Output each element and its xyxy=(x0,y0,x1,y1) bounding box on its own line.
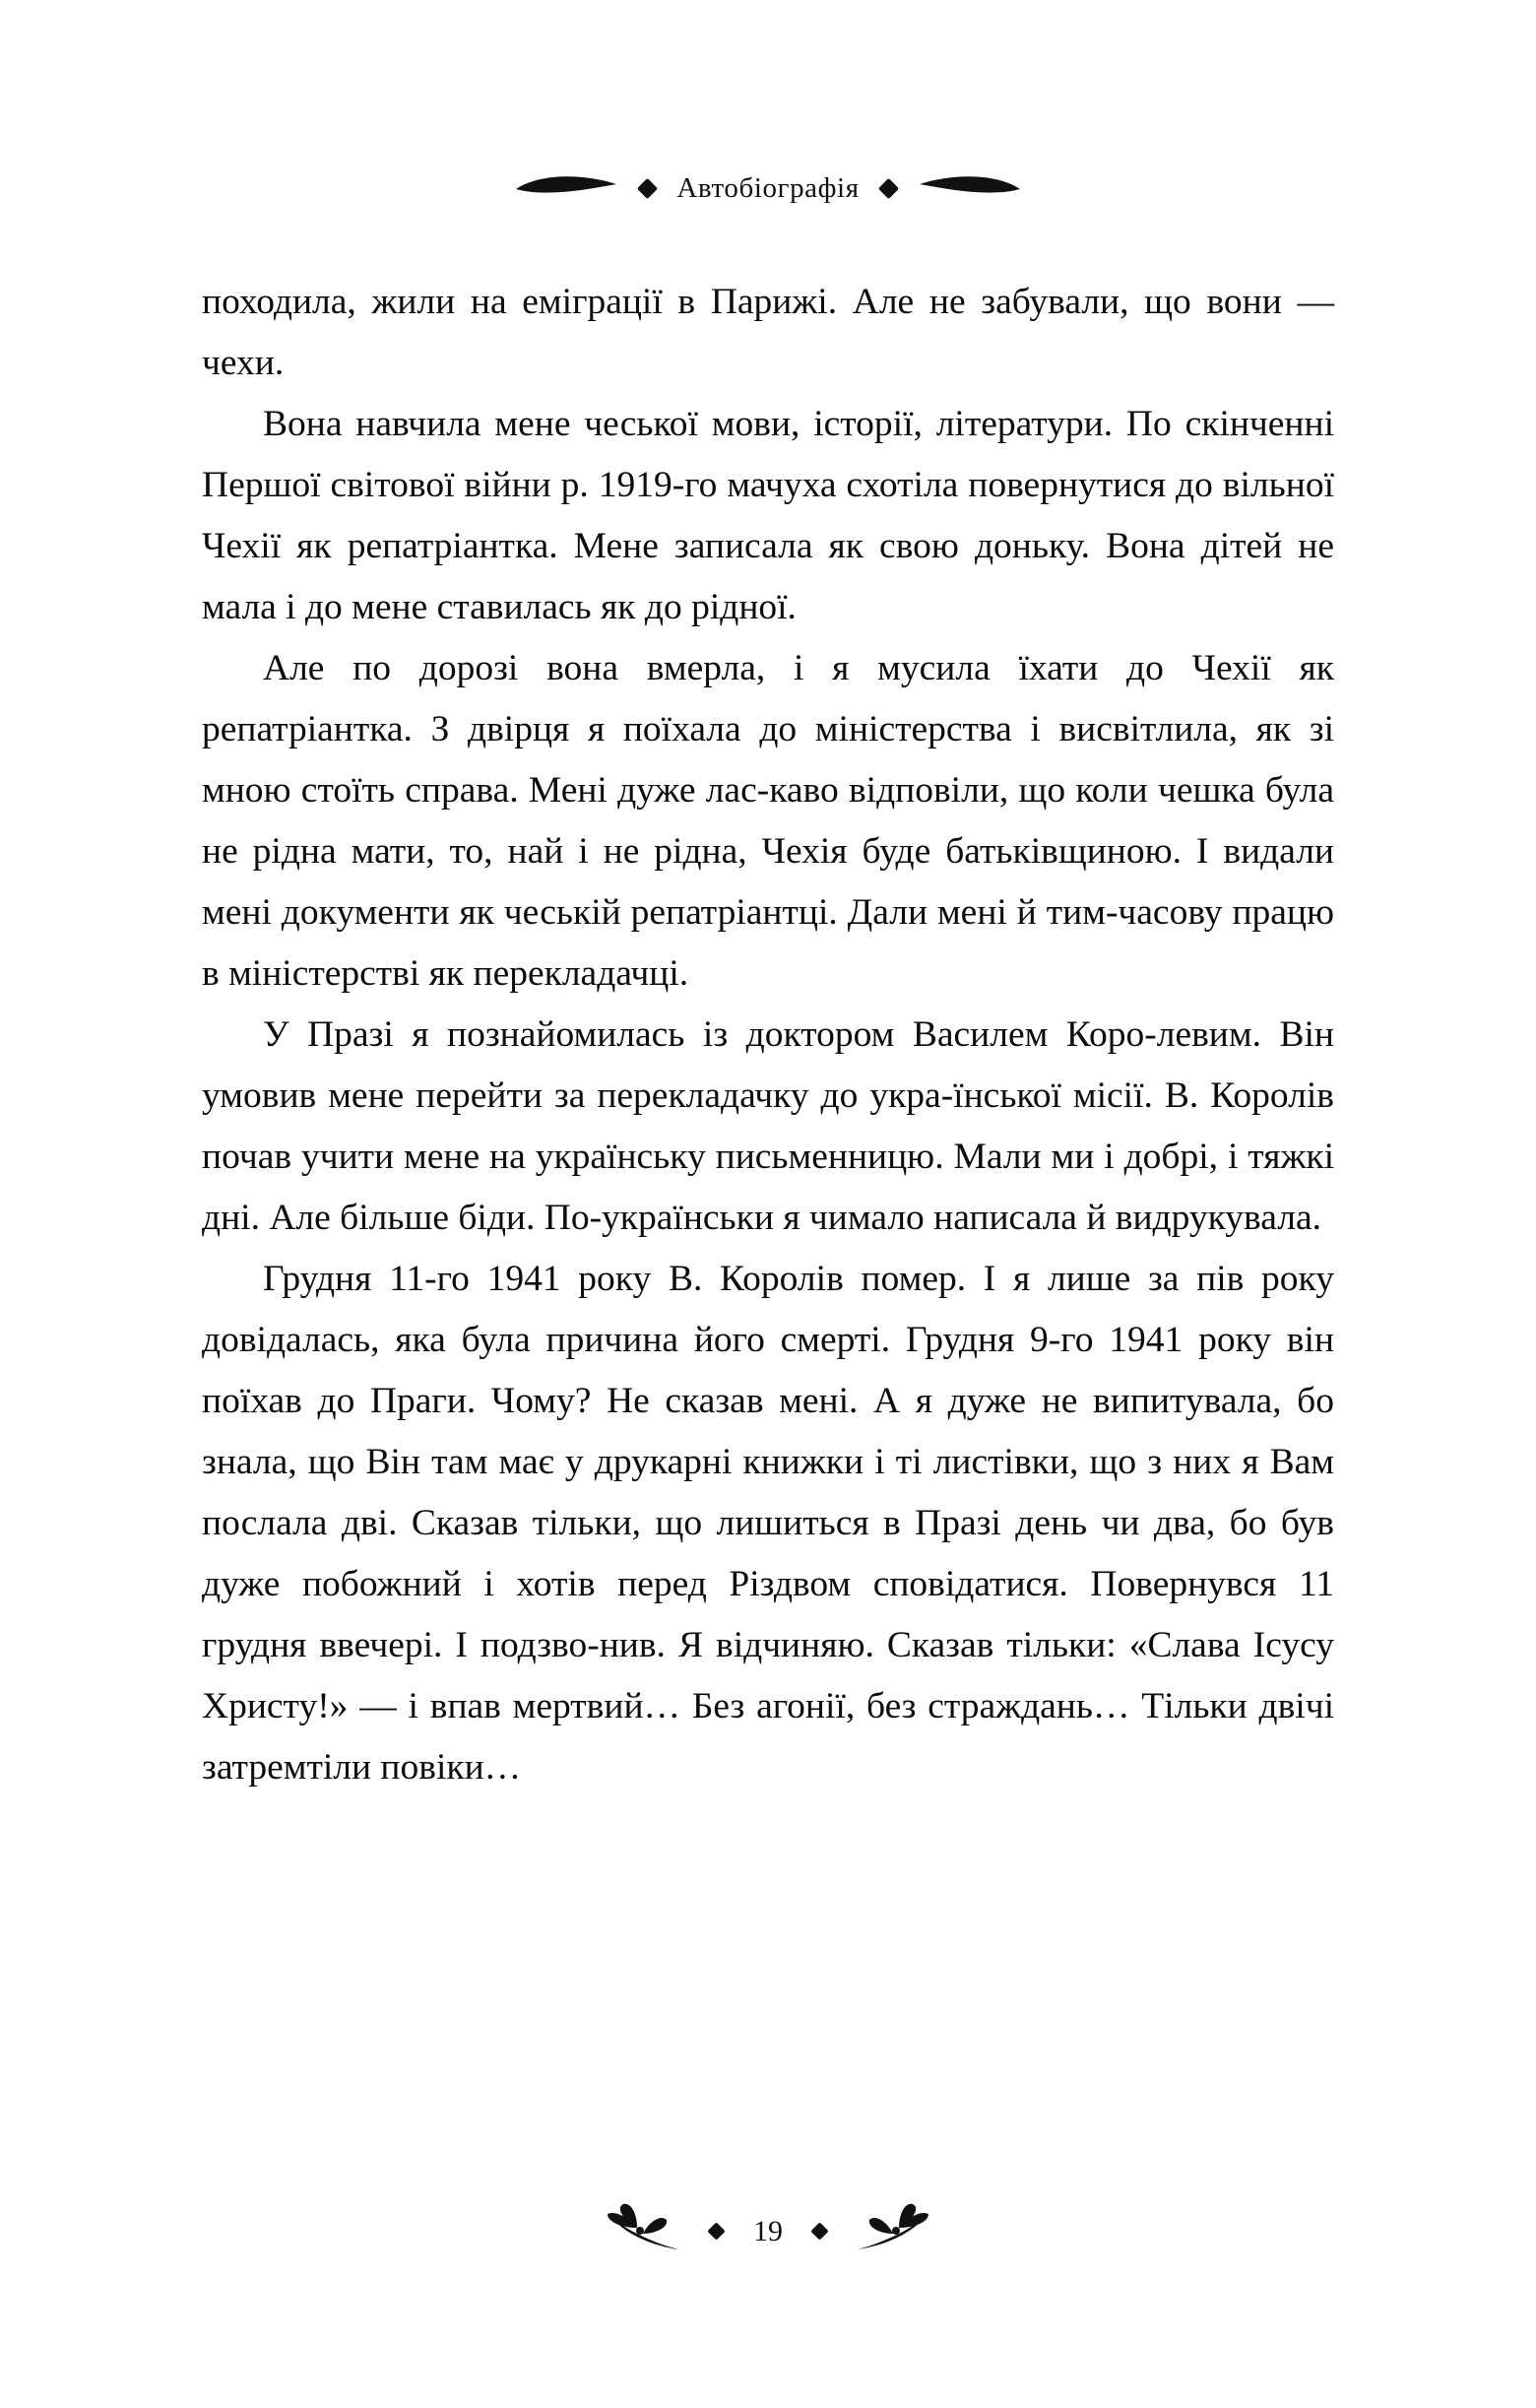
diamond-ornament-right-icon xyxy=(878,177,899,198)
paragraph: Але по дорозі вона вмерла, і я мусила їхати до Чехії як репатріантка. З двірця я поїхала до міністерства і висвітлила, як зі мною стоїть справа. Мені дуже лас-каво відповіли, що коли чешка була не рідна мати, то, най і не рідна, Чехія буде батьківщиною. І видали мені документи як чеській репатріантці. Дали мені й тим-часову працю в міністерстві як перекладачці. xyxy=(202,648,1334,994)
floral-ornament-left-icon xyxy=(594,2200,684,2262)
page-body xyxy=(202,211,1334,1798)
paragraph: Грудня 11-го 1941 року В. Королів помер. І я лише за пів року довідалась, яка була причина його смерті. Грудня 9-го 1941 року він поїхав до Праги. Чому? Не сказав мені. А я дуже не випитувала, бо знала, що Він там має у друкарні книжки і ті листівки, що з них я Вам послала дві. Сказав тільки, що лишиться в Празі день чи два, бо був дуже побожний і хотів перед Різдвом сповідатися. Повернувся 11 грудня ввечері. І подзво-нив. Я відчиняю. Сказав тільки: «Слава Ісусу Христу!» — і впав мертвий… Без агонії, без страждань… Тільки двічі затремтіли повіки… xyxy=(202,1259,1334,1788)
paragraph: Вона навчила мене чеської мови, історії, літератури. По скінченні Першої світової війни р. 1919-го мачуха схотіла повернутися до вільної Чехії як репатріантка. Мене записала як свою доньку. Вона дітей не мала і до мене ставилась як до рідної. xyxy=(202,404,1334,627)
diamond-ornament-left-icon xyxy=(637,177,658,198)
floral-ornament-right-icon xyxy=(852,2200,942,2262)
diamond-ornament-footer-left-icon xyxy=(707,2222,725,2240)
diamond-ornament-footer-right-icon xyxy=(810,2222,828,2240)
paragraph: походила, жили на еміграції в Парижі. Але не забували, що вони — чехи. xyxy=(202,282,1334,383)
page-title: Автобіографія xyxy=(676,171,860,204)
page-footer xyxy=(0,2200,1536,2262)
running-header xyxy=(0,165,1536,211)
leaf-ornament-right-icon xyxy=(918,171,1022,206)
page-number: 19 xyxy=(753,2214,783,2247)
paragraph: У Празі я познайомилась із доктором Василем Коро-левим. Він умовив мене перейти за перекладачку до укра-їнської місії. В. Королів почав учити мене на українську письменницю. Мали ми і добрі, і тяжкі дні. Але більше біди. По-українськи я чимало написала й видрукувала. xyxy=(202,1014,1334,1238)
leaf-ornament-left-icon xyxy=(514,171,618,206)
